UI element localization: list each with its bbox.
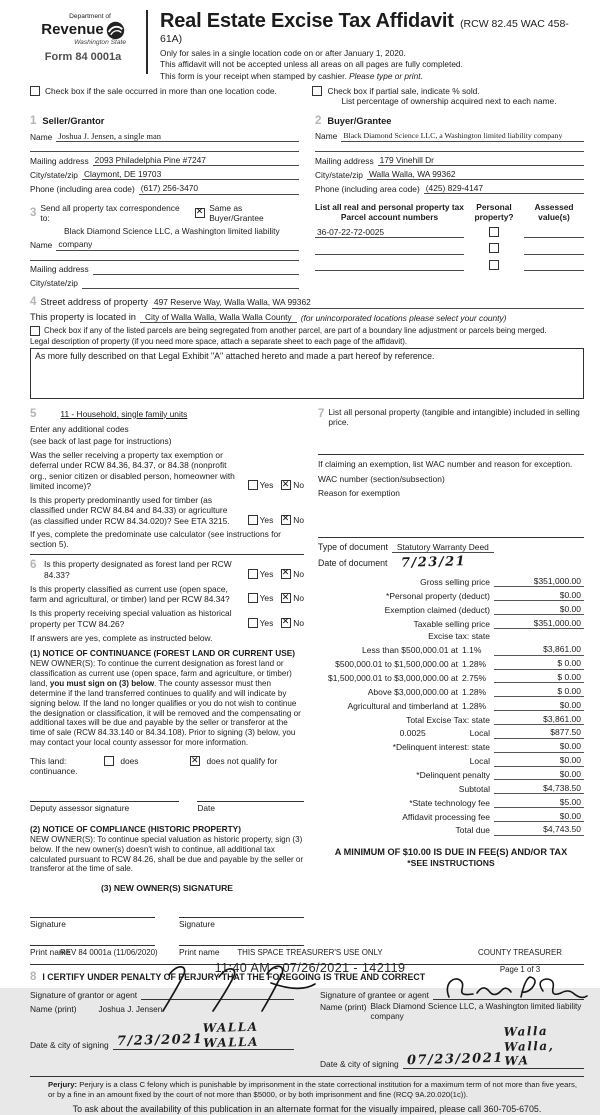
multi-location-checkbox[interactable]	[30, 86, 40, 96]
additional-codes-label: Enter any additional codes	[30, 423, 129, 434]
section-2-number: 2	[315, 114, 322, 127]
s6q2-no-checkbox[interactable]	[281, 593, 291, 603]
s5q1-yes-checkbox[interactable]	[248, 480, 258, 490]
tax-rate: 1.28%	[462, 659, 487, 670]
treasurer-stamp: 11:40 AM - 07/26/2021 - 142119	[214, 960, 406, 975]
grantee-signing-block: Signature of grantee or agent Name (print) Black Diamond Science LLC, a Washington limited liability company Date & city of signing 07/23/2021 Walla Walla, WA	[320, 984, 584, 1069]
buyer-name-extra-line[interactable]	[315, 144, 584, 152]
seller-section: 1 Seller/Grantor Name Joshua J. Jensen, a single man Mailing address 2093 Philadelphia Pine #7247 City/state/zip Claymont, DE 19703 Phone (including area code) (617) 256-3470	[30, 111, 299, 195]
tax-value: $ 0.00	[494, 672, 584, 683]
seller-phone-field[interactable]: (617) 256-3470	[139, 183, 299, 194]
additional-codes-note: (see back of last page for instructions)	[30, 435, 172, 446]
personal-property-blank[interactable]	[318, 427, 584, 449]
tax-row: $500,000.01 to $1,500,000.00 at 1.28% $ 0.00	[318, 658, 584, 669]
seller-name-field[interactable]: Joshua J. Jensen, a single man	[56, 131, 299, 142]
exemption-claim-label: If claiming an exemption, list WAC number and reason for exception.	[317, 459, 573, 470]
buyer-mailing-field[interactable]: 179 Vinehill Dr	[378, 155, 584, 166]
new-owner-print-line-2[interactable]	[179, 935, 304, 946]
grantee-city-handwritten: Walla Walla, WA	[502, 1024, 554, 1069]
tax-value: $351,000.00	[494, 576, 584, 587]
notice-continuance-title: (1) NOTICE OF CONTINUANCE (FOREST LAND OR CURRENT USE)	[30, 648, 296, 659]
tax-value: $351,000.00	[494, 618, 584, 629]
parcel-number-field[interactable]: 36-07-22-72-0025	[315, 227, 464, 238]
tax-value: $0.00	[494, 700, 584, 711]
notice-compliance-body: NEW OWNER(S): To continue special valuation as historic property, sign (3) below. If the new owner(s) doesn't wish to continue, all additional tax calculated pursuant to RCW 84.26, shall be due and payable by the seller or transferor at the time of sale.	[30, 834, 304, 874]
tax-value: $0.00	[494, 811, 584, 822]
s6q1-yes-checkbox[interactable]	[248, 569, 258, 579]
tax-value: $0.00	[494, 769, 584, 780]
street-address-field[interactable]: 497 Reserve Way, Walla Walla, WA 99362	[152, 297, 584, 308]
correspondence-name-line1: Black Diamond Science LLC, a Washington limited liability	[64, 226, 280, 237]
buyer-grantee-title: Buyer/Grantee	[327, 115, 392, 126]
personal-property-checkbox[interactable]	[489, 243, 499, 253]
street-address-label: Street address of property	[40, 297, 148, 308]
located-in-field[interactable]: City of Walla Walla, Walla Walla County	[140, 312, 297, 323]
dor-logo-block	[30, 8, 136, 64]
land-qualify-row: This land: does ✕ does not qualify for	[30, 756, 304, 766]
s5q2-no-checkbox[interactable]	[281, 515, 291, 525]
grantor-print-name: Joshua J. Jensen	[98, 1004, 163, 1014]
tax-row: Total Excise Tax: state $3,861.00	[318, 714, 584, 725]
new-owner-signature-line-1[interactable]	[30, 907, 155, 918]
section-6-number: 6	[30, 559, 37, 572]
minimum-due-note: A MINIMUM OF $10.00 IS DUE IN FEE(S) AND/OR TAX	[334, 846, 568, 857]
subtitle-3: This form is your receipt when stamped by cashier. Please type or print.	[160, 70, 423, 81]
land-does-not-checkbox[interactable]	[190, 756, 200, 766]
excise-tax-table	[318, 576, 584, 836]
top-checkboxes	[30, 86, 584, 107]
tax-row: *Delinquent interest: state $0.00	[318, 741, 584, 752]
assessed-value-field[interactable]	[524, 227, 584, 238]
segregated-checkbox[interactable]	[30, 326, 40, 336]
property-section	[30, 295, 584, 399]
correspondence-extra-line[interactable]	[30, 253, 299, 261]
rev-number: REV 84 0001a (11/06/2020)	[60, 948, 158, 957]
tax-rate: 2.75%	[462, 673, 487, 683]
segregated-label: Check box if any of the listed parcels are being segregated from another parcel, are part of a boundary line adjustment or parcels being merged.	[44, 325, 547, 335]
section-1-number: 1	[30, 114, 37, 127]
grantor-signature-label: Signature of grantor or agent	[30, 990, 138, 1001]
washington-state-label: Washington State	[74, 39, 126, 47]
correspondence-csz-field[interactable]	[82, 278, 299, 289]
tax-row: Local $0.00	[318, 755, 584, 766]
tax-value: $0.00	[494, 741, 584, 752]
page-title: Real Estate Excise Tax Affidavit	[160, 10, 454, 32]
question-exemption-deferral: Was the seller receiving a property tax exemption or deferral under RCW 84.36, 84.37, or 84.38 (nonprofit org., senior citizen or disabled person, homeowner with limited income)? Yes ✕ No	[30, 450, 304, 491]
form-header	[30, 8, 584, 81]
notice-compliance-title: (2) NOTICE OF COMPLIANCE (HISTORIC PROPERTY)	[30, 823, 241, 834]
parcel-table: List all real and personal property tax Parcel account numbers Personal property? Assessed value(s) 36-07-22-72-0025	[315, 200, 584, 289]
page-indicator: Page 1 of 3	[499, 964, 541, 974]
tax-value: $0.00	[494, 590, 584, 601]
seller-csz-field[interactable]: Claymont, DE 19703	[82, 169, 299, 180]
s6q3-yes-checkbox[interactable]	[248, 618, 258, 628]
seller-mailing-field[interactable]: 2093 Philadelphia Pine #7247	[93, 155, 299, 166]
question-forest-land: 6 Is this property designated as forest land per RCW 84.33? Yes ✕ No	[30, 559, 304, 580]
grantee-signature-icon	[439, 973, 589, 1003]
tax-value: $ 0.00	[494, 686, 584, 697]
section-5	[30, 407, 304, 421]
grantor-date-handwritten: 7/23/2021	[116, 1031, 204, 1050]
parcel-number-field[interactable]	[315, 260, 464, 271]
doc-type-label: Type of document	[317, 542, 388, 553]
continuance-label: continuance.	[30, 766, 78, 777]
buyer-phone-field[interactable]: (425) 829-4147	[424, 183, 584, 194]
tax-row: Less than $500,000.01 at 1.1% $3,861.00	[318, 644, 584, 655]
s6q2-yes-checkbox[interactable]	[248, 593, 258, 603]
if-yes-note: If answers are yes, complete as instructed below.	[30, 632, 213, 643]
correspondence-label: Send all property tax correspondence to:	[40, 202, 180, 223]
correspondence-section: 3 Send all property tax correspondence to: ✕ Same as Buyer/Grantee Black Diamond Science LLC, a Washington limited liability Name company Mailing address City/state/zip	[30, 200, 299, 289]
predominate-use-note: If yes, complete the predominate use calculator (see instructions for section 5).	[30, 528, 281, 550]
question-timber-agriculture: Is this property predominantly used for timber (as classified under RCW 84.84 and 84.33) or agriculture (as classified under RCW 84.34.020)? See ETA 3215. Yes ✕ No	[30, 495, 304, 526]
tax-row: Agricultural and timberland at 1.28% $0.00	[318, 700, 584, 711]
personal-property-checkbox[interactable]	[489, 227, 499, 237]
section-7-number: 7	[317, 407, 325, 420]
grantee-signature-label: Signature of grantee or agent	[320, 990, 429, 1001]
grantor-date-city-line[interactable]	[113, 1020, 294, 1050]
new-owners-signature-title: (3) NEW OWNER(S) SIGNATURE	[100, 883, 234, 894]
section-3-number: 3	[30, 206, 37, 219]
assessed-value-field[interactable]	[524, 244, 584, 255]
seller-name-extra-line[interactable]	[30, 144, 299, 152]
tax-row: Excise tax: state	[428, 631, 490, 642]
correspondence-name-field[interactable]: company	[56, 239, 299, 250]
assessed-value-field[interactable]	[524, 260, 584, 271]
parcel-number-field[interactable]	[315, 244, 464, 255]
multi-location-label: Check box if the sale occurred in more than one location code.	[45, 86, 277, 97]
section-7	[318, 407, 584, 428]
question-historical-property: Is this property receiving special valuation as historical property per TCW 84.26? Yes ✕ No	[30, 608, 304, 629]
see-instructions-note: *SEE INSTRUCTIONS	[407, 858, 495, 869]
section-5-number: 5	[30, 407, 37, 420]
rcw-reference: (RCW 82.45 WAC 458-61A)	[160, 18, 569, 46]
s5q1-no-checkbox[interactable]	[281, 480, 291, 490]
tax-row: Affidavit processing fee $0.00	[318, 811, 584, 822]
same-as-buyer-label: Same as Buyer/Grantee	[209, 202, 264, 223]
located-in-label: This property is located in	[30, 311, 136, 322]
parcel-row	[315, 227, 584, 238]
county-treasurer-label: COUNTY TREASURER	[478, 948, 562, 957]
tax-row-local: 0.0025 Local $877.50	[318, 727, 584, 738]
tax-value: $4,743.50	[494, 824, 584, 835]
deputy-signature-line[interactable]	[30, 791, 179, 802]
treasurer-space-label: THIS SPACE TREASURER'S USE ONLY	[237, 948, 383, 957]
s6q3-no-checkbox[interactable]	[281, 618, 291, 628]
reet-affidavit-page: Department of Revenue Washington State Form 84 0001a Real Estate Excise Tax Affidavit (RCW 82.45 WAC 458-61A) Only for sales in a single location code on or after January 1, 2020. This affidavit will not be accepted unless all areas on all pages are fully completed. This form is your receipt when stamped by cashier. Please type or print. Check box if the sale occurred in more than one location code. Check box if partial sale, indicate % sold. List percentage of ownership acquired next to each name. 1 Seller/Grantor Name Joshua J. Jensen, a single man Mailing address 2093 Philadelphia Pine #7247 City/state/zip Claymont, DE 19703 Phone (including area code) (617) 256-3470 2 Buyer/Grantee Name Black Diamond Science LLC, a Washington limited liability company Mailing address 179 Vinehill Dr City/state/zip Walla Walla, WA 99362 Phone (including area code) (425) 829-4147 3 Send all property tax correspondence to: ✕ Same as Buyer/Grantee Black Diamond Science LLC, a Washington limited liability Name company Mailing address City/state/zip List all real and personal property tax Parcel account numbers Personal property? Assessed value(s) 36-07-22-72-0025 4 Street address of property 497 Reserve Way, Walla Walla, WA 99362 This property is located in City of Walla Walla, Walla Walla County (for unincorporated locations please select your county) Check box if any of the listed parcels are being segregated from another parcel, are part of a boundary line adjustment or parcels being merged. Legal description of property (if you need more space, attach a separate sheet to each page of the affidavit). As more fully described on that Legal Exhibit "A" attached hereto and made a part hereof by reference. 5 11 - Household, single family units Enter any additional codes (see back of last page for instructions) Was the seller receiving a property tax exemption or deferral under RCW 84.36, 84.37, or 84.38 (nonprofit org., senior citizen or disabled person, homeowner with limited income)? Yes ✕ No Is this property predominantly used for timber (as classified under RCW 84.84 and 84.33) or agriculture (as classified under RCW 84.34.020)? See ETA 3215. Yes ✕ No If yes, complete the predominate use calculator (see instructions for section 5). 6 Is this property designated as forest land per RCW 84.33? Yes ✕ No Is this property classified as current use (open space, farm and agricultural, or timber) land per RCW 84.34? Yes ✕ No Is this property receiving special valuation as historical property per TCW 84.26? Yes ✕ No If answers are yes, complete as instructed below. (1) NOTICE OF CONTINUANCE (FOREST LAND OR CURRENT USE) NEW OWNER(S): To continue the current designation as forest land or classification as current use (open space, farm and agriculture, or timber) land, you must sign on (3) below. The county assessor must then determine if the land transferred continues to qualify and will indicate by signing below. If the land no longer qualifies or you do not wish to continue the designation or classification, it will be removed and the compensating or additional taxes will be due and payable by the seller or transferor at the time of sale (RCW 84.33.140 or 84.34.108). Prior to signing (3) below, you may contact your local county assessor for more information. This land: does ✕ does not qualify for continuance. Deputy assessor signature Date (2) NOTICE OF COMPLIANCE (HISTORIC PROPERTY) NEW OWNER(S): To continue special valuation as historic property, sign (3) below. If the new owner(s) doesn't wish to continue, all additional tax calculated pursuant to RCW 84.26, shall be due and payable by the seller or transferor at the time of sale. (3) NEW OWNER(S) SIGNATURE Signature Signature Print name Print name 7 List all personal property (tangible and intangible) included in selling price. If claiming an exemption, list WAC number and reason for exception. WAC number (section/subsection) Reason for exemption Type of document Statutory Warranty Deed Date of document 7/23/21 Gross selling price $351,000.00 *Personal property (deduct) $0.00 Exemption claimed (deduct) $0.00 Taxable selling price $351,000.00 Excise tax: state Less than $500,000.01 at 1.1% $3,861.00 $500,000.01 to $1,500,000.00 at 1.28% $ 0.00 $1,500,000.01 to $3,000,000.00 at 2.75% $ 0.00 Above $3,000,000.00 at 1.28% $ 0.00 Agricultural and timberland at 1.28% $0.00 Total Excise Tax: state $3,861.00 0.0025 Local $877.50 *Delinquent interest: state $0.00 Local $0.00 *Delinquent penalty $0.00 Subtotal $4,738.50 *State technology fee $5.00 Affidavit processing fee $0.00 Total due $4,743.50 A MINIMUM OF $10.00 IS DUE IN FEE(S) AND/OR TAX *SEE INSTRUCTIONS 8 I CERTIFY UNDER PENALTY OF PERJURY THAT THE FOREGOING IS TRUE AND CORRECT Signature of grantor or agent Name (print) Joshua J. Jensen Date & city of signing 7/23/2021 WALLA WALLA Signature of grantee or agent Name (print) Black Diamond Science LLC, a Washington limited liability company Date & city of signing 07/23/2021 Walla Walla, WA Perjury: Perjury is a class C felony which is punishable by imprisonment in the state correctional institution for a maximum term of not more than five years, or by a fine in an amount fixed by the court of not more than $5000, or by both imprisonment and fine (RCQ 9A.20.020(1c)). To ask about the availability of this publication in an alternate format for the visually impaired, please call 360-705-6705. REV 84 0001a (11/06/2020) THIS SPACE TREASURER'S USE ONLY 11:40 AM - 07/26/2021 - 142119 COUNTY TREASURER Page 1 of 3	[0, 0, 600, 988]
doc-date-handwritten[interactable]: 7/23/21	[401, 554, 467, 571]
partial-sale-label: Check box if partial sale, indicate % sold.	[327, 86, 480, 97]
tax-value: $3,861.00	[494, 714, 584, 725]
section-divider	[30, 554, 304, 555]
grantor-signature-line[interactable]	[141, 987, 294, 1000]
new-owner-signature-line-2[interactable]	[179, 907, 304, 918]
tax-row: *Personal property (deduct) $0.00	[318, 590, 584, 601]
tax-rate: 1.1%	[462, 645, 482, 656]
wac-number-label: WAC number (section/subsection)	[317, 474, 445, 485]
tax-row: Subtotal $4,738.50	[318, 783, 584, 794]
new-owner-print-line-1[interactable]	[30, 935, 155, 946]
partial-sale-checkbox[interactable]	[312, 86, 322, 96]
subtitle-1: Only for sales in a single location code on or after January 1, 2020.	[160, 47, 406, 58]
parcel-row	[315, 260, 584, 271]
question-current-use: Is this property classified as current use (open space, farm and agricultural, or timber) land per RCW 84.34? Yes ✕ No	[30, 584, 304, 605]
deputy-signature-label: Deputy assessor signature	[30, 803, 130, 814]
tax-rate: 1.28%	[462, 686, 487, 697]
certify-title: I CERTIFY UNDER PENALTY OF PERJURY THAT THE FOREGOING IS TRUE AND CORRECT	[42, 972, 426, 983]
dept-of-label: Department of	[69, 13, 111, 20]
grantor-signing-block: Signature of grantor or agent Name (print) Joshua J. Jensen Date & city of signing 7/23/2021 WALLA WALLA	[30, 984, 294, 1069]
ownership-percentage-label: List percentage of ownership acquired next to each name.	[341, 96, 557, 107]
header-divider	[146, 10, 148, 74]
tax-value: $0.00	[494, 604, 584, 615]
grantee-date-handwritten: 07/23/2021	[406, 1051, 504, 1069]
tax-value: $3,861.00	[494, 644, 584, 655]
tax-row: *State technology fee $5.00	[318, 797, 584, 808]
seller-grantor-title: Seller/Grantor	[42, 115, 105, 126]
personal-property-checkbox[interactable]	[489, 260, 499, 270]
grantee-signature-line[interactable]	[433, 987, 584, 1000]
page-footer	[0, 948, 600, 976]
parcel-row	[315, 243, 584, 254]
doc-type-field[interactable]: Statutory Warranty Deed	[392, 542, 494, 553]
doc-date-label: Date of document	[317, 557, 388, 568]
tax-value: $4,738.50	[494, 783, 584, 794]
buyer-name-field[interactable]: Black Diamond Science LLC, a Washington limited liability company	[341, 131, 584, 142]
land-use-code[interactable]: 11 - Household, single family units	[60, 408, 188, 419]
correspondence-mailing-field[interactable]	[93, 264, 299, 275]
tax-row: Gross selling price $351,000.00	[318, 576, 584, 587]
same-as-buyer-checkbox[interactable]	[195, 208, 205, 218]
land-does-checkbox[interactable]	[104, 756, 114, 766]
perjury-note: Perjury: Perjury is a class C felony which is punishable by imprisonment in the state correctional institution for a maximum term of not more than five years, or by a fine in an amount fixed by the court of not more than $5000, or by both imprisonment and fine (RCQ 9A.20.020(1c)).	[30, 1076, 584, 1099]
revenue-logo-icon	[106, 21, 125, 40]
s6q1-no-checkbox[interactable]	[281, 569, 291, 579]
tax-value: $877.50	[494, 727, 584, 738]
parcel-header-line2: Parcel account numbers	[340, 211, 439, 222]
tax-row: $1,500,000.01 to $3,000,000.00 at 2.75% $ 0.00	[318, 672, 584, 683]
tax-row: Exemption claimed (deduct) $0.00	[318, 604, 584, 615]
tax-value: $ 0.00	[494, 658, 584, 669]
grantee-date-city-line[interactable]	[403, 1024, 584, 1069]
section-8-number: 8	[30, 971, 37, 984]
legal-description-label: Legal description of property (if you need more space, attach a separate sheet to each page of the affidavit).	[30, 336, 408, 346]
tax-value: $0.00	[494, 755, 584, 766]
local-rate: 0.0025	[399, 728, 426, 739]
section-4-number: 4	[30, 295, 37, 308]
buyer-csz-field[interactable]: Walla Walla, WA 99362	[367, 169, 584, 180]
legal-description-box[interactable]: As more fully described on that Legal Exhibit "A" attached hereto and made a part hereof by reference.	[30, 348, 584, 399]
grantee-print-name: Black Diamond Science LLC, a Washington limited liability company	[370, 1002, 582, 1022]
subtitle-2: This affidavit will not be accepted unless all areas on all pages are fully completed.	[160, 59, 463, 70]
tax-row: Total due $4,743.50	[318, 824, 584, 835]
tax-row: Taxable selling price $351,000.00	[318, 618, 584, 629]
tax-value: $5.00	[494, 797, 584, 808]
revenue-wordmark: Revenue	[41, 21, 104, 39]
tax-row: *Delinquent penalty $0.00	[318, 769, 584, 780]
parcel-header-line1: List all real and personal property tax	[315, 201, 464, 212]
form-number: Form 84 0001a	[44, 51, 122, 64]
tax-row: Above $3,000,000.00 at 1.28% $ 0.00	[318, 686, 584, 697]
county-note: (for unincorporated locations please select your county)	[300, 312, 507, 323]
alternate-format-note: To ask about the availability of this publication in an alternate format for the visually impaired, please call 360-705-6705.	[72, 1103, 542, 1114]
this-land-label: This land:	[30, 755, 67, 766]
notice-continuance-body: NEW OWNER(S): To continue the current designation as forest land or classification as current use (open space, farm and agriculture, or timber) land, you must sign on (3) below. The county assessor must then determine if the land transferred continues to qualify and will indicate by signing below. If the land no longer qualifies or you do not wish to continue the designation or classification, it will be removed and the compensating or additional taxes will be due and payable by the seller or transferor at the time of sale (RCW 84.33.140 or 84.34.108). Prior to signing (3) below, you may contact your local county assessor for more information.	[30, 659, 301, 748]
buyer-section: 2 Buyer/Grantee Name Black Diamond Science LLC, a Washington limited liability company Mailing address 179 Vinehill Dr City/state/zip Walla Walla, WA 99362 Phone (including area code) (425) 829-4147	[315, 111, 584, 195]
personal-property-list-label: List all personal property (tangible and intangible) included in selling price.	[328, 406, 580, 427]
s5q2-yes-checkbox[interactable]	[248, 515, 258, 525]
grantor-city-handwritten: WALLA WALLA	[202, 1019, 260, 1050]
deputy-date-line[interactable]	[197, 791, 304, 802]
tax-rate: 1.28%	[462, 700, 487, 711]
exemption-reason-label: Reason for exemption	[317, 487, 400, 498]
